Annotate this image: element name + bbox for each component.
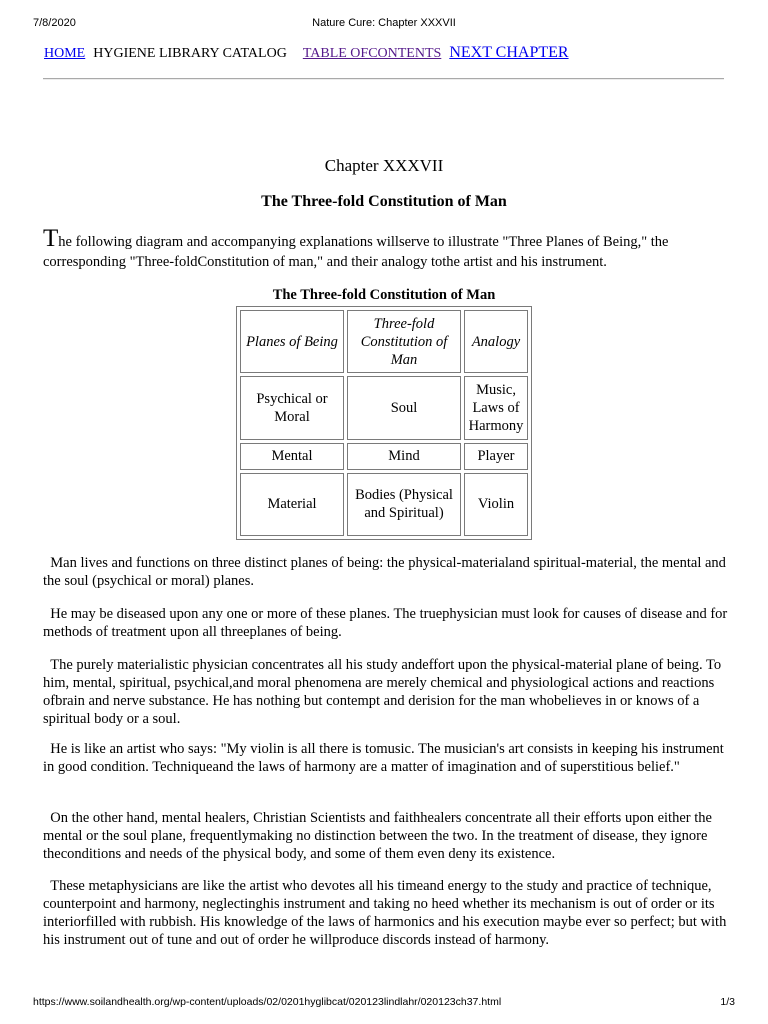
nav-bar	[44, 44, 569, 62]
library-catalog-label: HYGIENE LIBRARY CATALOG	[93, 46, 287, 61]
body-paragraph	[43, 554, 733, 590]
table-cell: Material	[240, 473, 344, 536]
print-header	[0, 0, 768, 40]
header-constitution: Three-fold Constitution of Man	[347, 310, 461, 373]
intro-text: he following diagram and accompanying explanations willserve to illustrate "Three Planes of Being," the corresponding "Three-foldConstitution of man," and their analogy tothe artist and his instrument.	[43, 234, 669, 270]
paragraph-text: He may be diseased upon any one or more of these planes. The truephysician must look for causes of disease and for methods of treatment upon all threeplanes of being.	[43, 606, 728, 640]
intro-paragraph	[43, 225, 733, 272]
table-cell: Mental	[240, 443, 344, 470]
table-cell: Player	[464, 443, 528, 470]
constitution-table	[236, 306, 532, 540]
table-row	[240, 443, 528, 470]
paragraph-text: These metaphysicians are like the artist who devotes all his timeand energy to the study and practice of technique, counterpoint and harmony, neglectinghis instrument and taking no heed whether its mechanism is out of order or its interiorfilled with rubbish. His knowledge of the laws of harmonics and his execution maybe ever so perfect; but with his instrument out of tune and out of order he willproduce discords instead of harmony.	[43, 878, 727, 948]
header-planes-of-being: Planes of Being	[240, 310, 344, 373]
body-paragraph	[43, 740, 733, 776]
table-cell: Psychical or Moral	[240, 376, 344, 439]
paragraph-text: The purely materialistic physician concentrates all his study andeffort upon the physical-material plane of being. To him, mental, spiritual, psychical,and moral phenomena are merely chemical and physiological actions and reactions ofbrain and nerve substance. He has nothing but contempt and derision for the man whobelieves in or knows of a spiritual body or a soul.	[43, 657, 722, 727]
table-cell: Mind	[347, 443, 461, 470]
paragraph-text: Man lives and functions on three distinct planes of being: the physical-materialand spiritual-material, the mental and the soul (psychical or moral) planes.	[43, 555, 726, 589]
drop-cap: T	[43, 225, 59, 252]
body-paragraph	[43, 605, 733, 641]
paragraph-text: On the other hand, mental healers, Christian Scientists and faithhealers concentrate all their efforts upon either the mental or the soul plane, frequentlymaking no distinction between the two. In the treatment of disease, they ignore theconditions and needs of the physical body, and some of them even deny its existence.	[43, 810, 712, 862]
header-analogy: Analogy	[464, 310, 528, 373]
horizontal-rule	[43, 78, 724, 80]
body-paragraph	[43, 809, 733, 863]
page-url: https://www.soilandhealth.org/wp-content/uploads/02/0201hyglibcat/020123lindlahr/020123ch37.html	[33, 996, 502, 1008]
table-cell: Music, Laws of Harmony	[464, 376, 528, 439]
table-caption: The Three-fold Constitution of Man	[272, 287, 496, 303]
paragraph-text: He is like an artist who says: "My violin is all there is tomusic. The musician's art consists in keeping his instrument in good condition. Techniqueand the laws of harmony are a matter of imagination and of superstitious belief."	[43, 741, 724, 775]
home-link[interactable]: HOME	[44, 46, 86, 61]
body-paragraph	[43, 877, 733, 949]
chapter-heading: Chapter XXXVII	[324, 156, 444, 175]
table-row	[240, 376, 528, 439]
table-of-contents-link[interactable]: TABLE OFCONTENTS	[302, 46, 442, 61]
table-header-row	[240, 310, 528, 373]
table-row	[240, 473, 528, 536]
body-paragraph	[43, 656, 733, 728]
table-cell: Violin	[464, 473, 528, 536]
chapter-subtitle: The Three-fold Constitution of Man	[261, 193, 507, 210]
print-date: 7/8/2020	[33, 17, 76, 29]
table-cell: Bodies (Physical and Spiritual)	[347, 473, 461, 536]
table-cell: Soul	[347, 376, 461, 439]
print-title: Nature Cure: Chapter XXXVII	[312, 17, 456, 29]
next-chapter-link[interactable]: NEXT CHAPTER	[449, 44, 569, 61]
page-number: 1/3	[720, 996, 735, 1008]
